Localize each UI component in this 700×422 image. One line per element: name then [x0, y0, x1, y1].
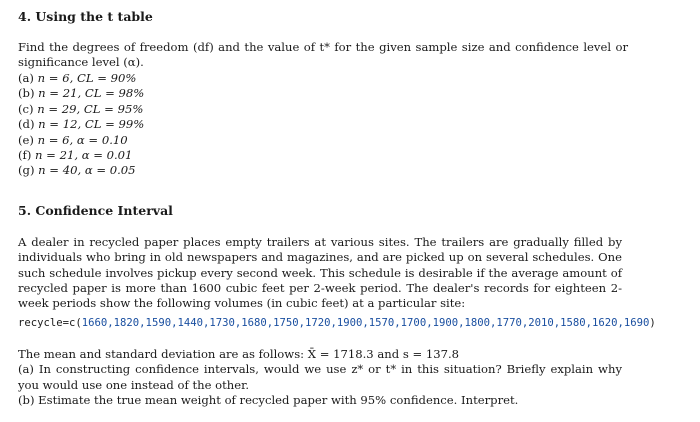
item-label: (g) — [18, 163, 35, 178]
item-label: (d) — [18, 117, 35, 132]
list-item — [18, 117, 144, 132]
question-list — [18, 71, 144, 179]
item-expression: n = 40, α = 0.05 — [38, 163, 136, 178]
item-label: (c) — [18, 101, 34, 116]
item-label: (a) — [18, 71, 34, 85]
code-line — [18, 315, 656, 331]
summary-block — [18, 347, 622, 408]
item-expression: n = 12, CL = 99% — [38, 117, 145, 132]
list-item — [18, 148, 144, 163]
part-a-question: (a) In constructing confidence intervals, would we use z* or t* in this situation? Briefly explain why you would use one instead of the other. — [18, 362, 622, 392]
code-prefix: recycle=c( — [18, 317, 82, 329]
item-label: (e) — [18, 132, 34, 147]
section-4-intro: Find the degrees of freedom (df) and the value of t* for the given sample size and confidence level or significance level (α). — [18, 40, 628, 70]
dealer-paragraph: A dealer in recycled paper places empty trailers at various sites. The trailers are gradually filled by individuals who bring in old newspapers and magazines, and are picked up on several schedules. One such schedule involves pickup every second week. This schedule is desirable if the average amount of recycled paper is more than 1600 cubic feet per 2-week period. The dealer's records for eighteen 2-week periods show the following volumes (in cubic feet) at a particular site: — [18, 235, 622, 311]
list-item — [18, 71, 144, 86]
item-expression: n = 29, CL = 95% — [37, 101, 144, 116]
item-expression: n = 6, α = 0.10 — [37, 132, 128, 147]
code-values: 1660,1820,1590,1440,1730,1680,1750,1720,1900,1570,1700,1900,1800,1770,2010,1580,1620,1690 — [81, 317, 650, 329]
list-item — [18, 163, 144, 178]
list-item — [18, 102, 144, 117]
section-4-title: 4. Using the t table — [18, 9, 153, 24]
section-5-title: 5. Confidence Interval — [18, 203, 173, 218]
part-b-question: (b) Estimate the true mean weight of recycled paper with 95% confidence. Interpret. — [18, 392, 519, 407]
item-expression: n = 6, CL = 90% — [37, 71, 137, 85]
list-item — [18, 86, 144, 101]
stats-line: The mean and standard deviation are as follows: X̄ = 1718.3 and s = 137.8 — [18, 347, 460, 361]
item-expression: n = 21, α = 0.01 — [35, 148, 133, 163]
code-suffix: ) — [649, 317, 656, 329]
item-expression: n = 21, CL = 98% — [38, 86, 145, 101]
item-label: (b) — [18, 86, 35, 101]
list-item — [18, 133, 144, 148]
item-label: (f) — [18, 148, 32, 163]
